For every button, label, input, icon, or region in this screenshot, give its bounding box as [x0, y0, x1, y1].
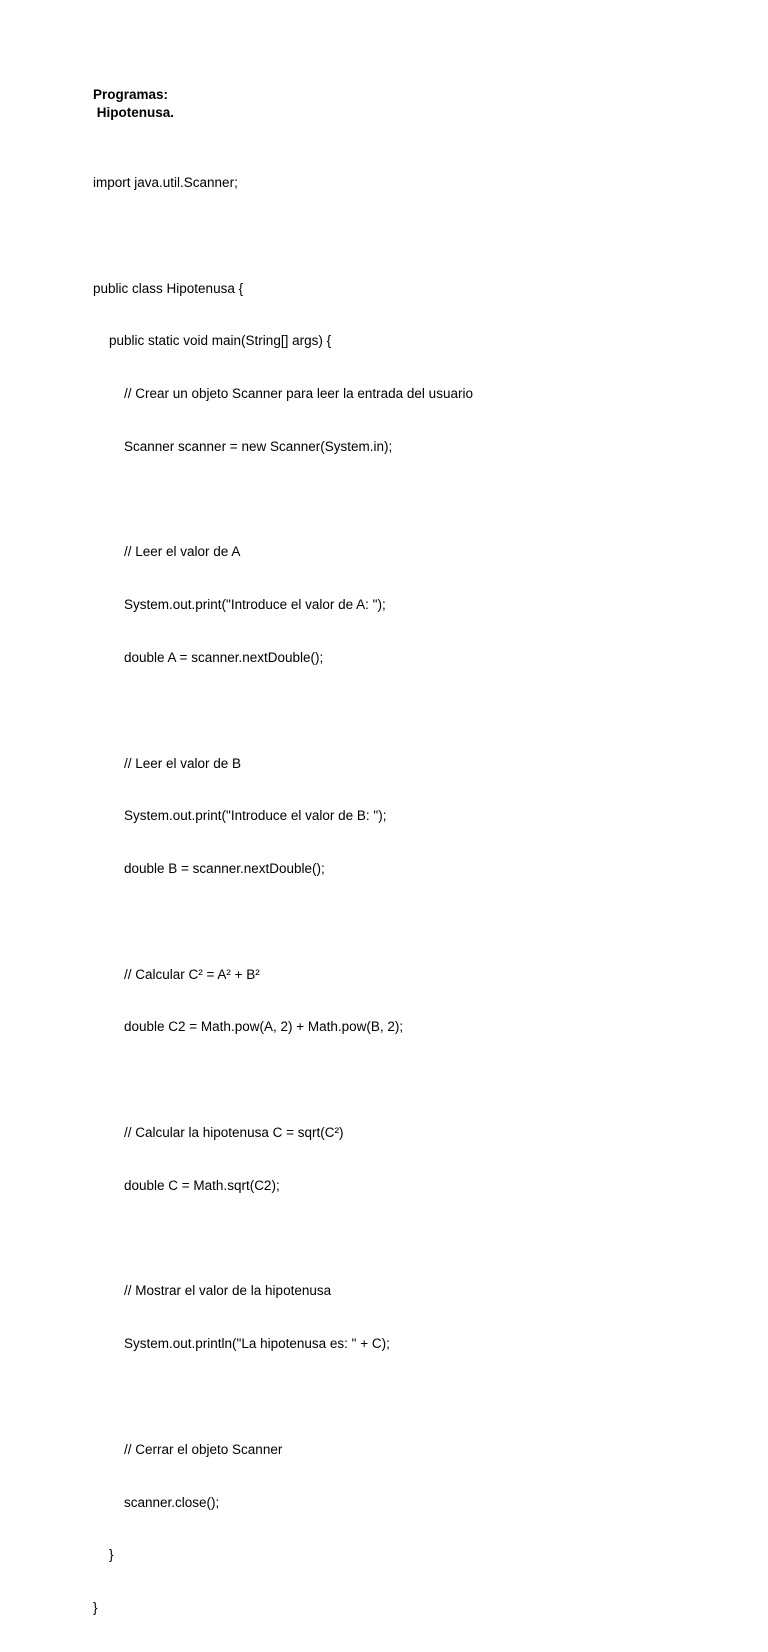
- document-page: [93, 86, 733, 1652]
- code-line: // Calcular la hipotenusa C = sqrt(C²): [124, 1125, 344, 1141]
- code-line: // Calcular C² = A² + B²: [124, 966, 260, 982]
- code-line: [93, 1388, 733, 1406]
- code-line: import java.util.Scanner;: [93, 174, 238, 190]
- code-line: scanner.close();: [124, 1494, 220, 1510]
- code-line: double A = scanner.nextDouble();: [124, 650, 324, 665]
- code-line: [93, 227, 733, 245]
- code-line: System.out.print("Introduce el valor de B: ");: [124, 808, 387, 824]
- code-line: public class Hipotenusa {: [93, 280, 244, 296]
- document-heading: Programas:: [93, 87, 169, 102]
- code-line: [93, 913, 733, 931]
- code-line: [93, 1230, 733, 1248]
- code-line: // Leer el valor de A: [124, 544, 241, 560]
- code-line: [93, 491, 733, 509]
- code-line: }: [109, 1547, 114, 1563]
- code-line: // Crear un objeto Scanner para leer la entrada del usuario: [124, 386, 473, 402]
- code-line: System.out.print("Introduce el valor de A: ");: [124, 597, 386, 613]
- code-line: // Cerrar el objeto Scanner: [124, 1441, 283, 1457]
- code-line: [93, 1071, 733, 1089]
- code-line: // Leer el valor de B: [124, 755, 242, 771]
- code-line: Scanner scanner = new Scanner(System.in);: [124, 438, 393, 454]
- code-line: double C = Math.sqrt(C2);: [124, 1177, 280, 1193]
- code-line: double C2 = Math.pow(A, 2) + Math.pow(B, 2);: [124, 1019, 404, 1035]
- code-line: // Mostrar el valor de la hipotenusa: [124, 1283, 332, 1299]
- document-subheading: Hipotenusa.: [93, 104, 175, 120]
- code-line: double B = scanner.nextDouble();: [124, 861, 325, 877]
- code-line: }: [93, 1600, 98, 1616]
- code-line: public static void main(String[] args) {: [109, 333, 332, 349]
- code-block: [93, 139, 733, 1652]
- code-line: [93, 702, 733, 720]
- code-line: System.out.println("La hipotenusa es: " + C);: [124, 1336, 390, 1352]
